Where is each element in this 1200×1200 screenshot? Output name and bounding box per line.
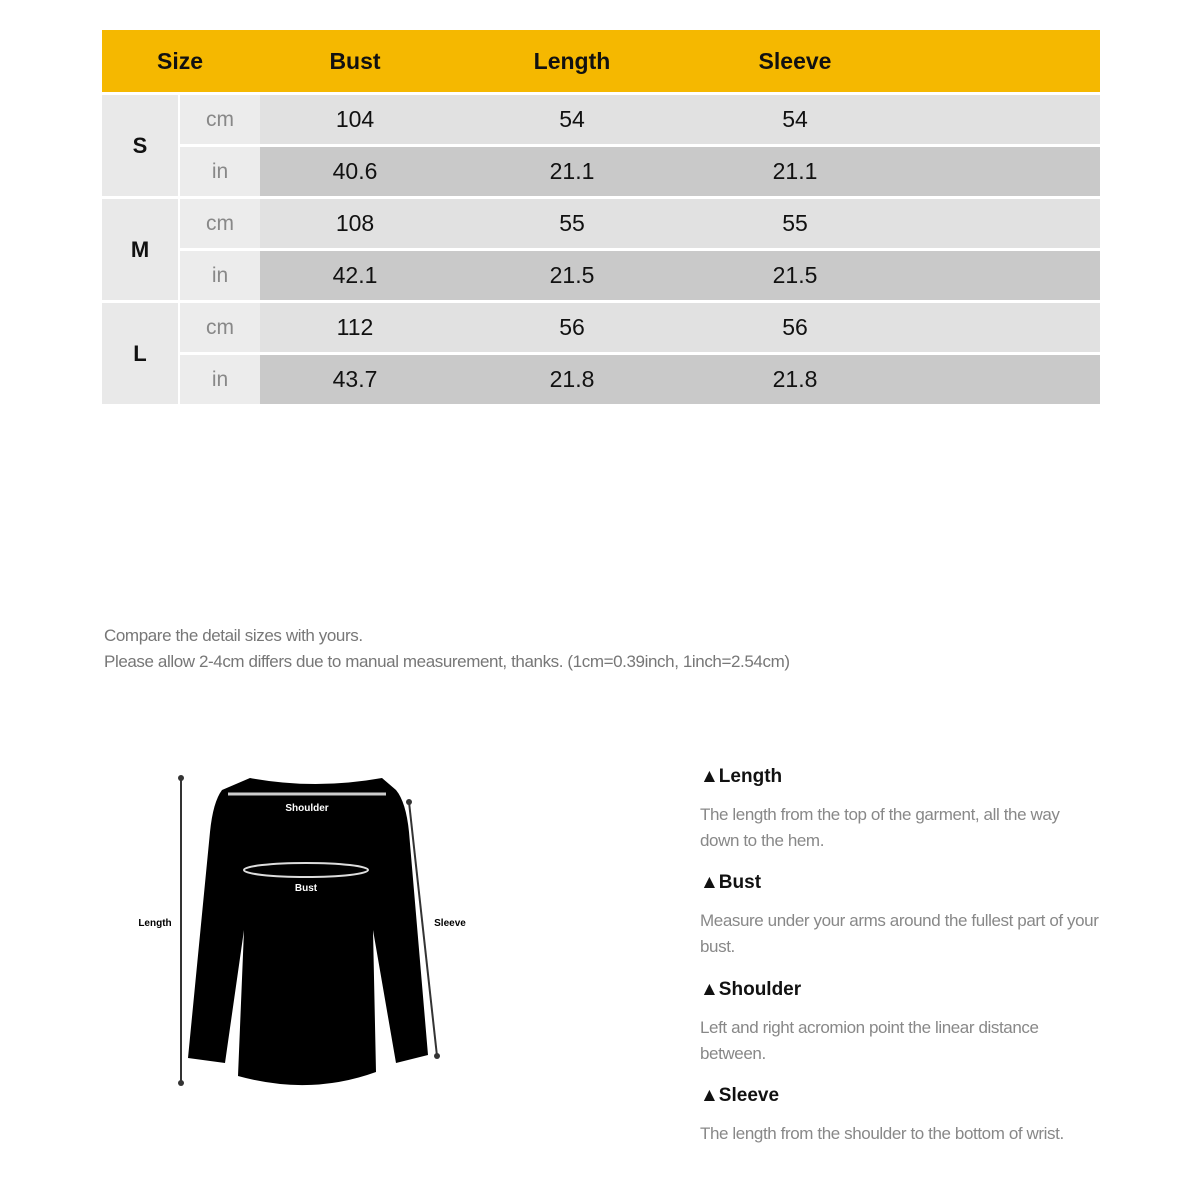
description-sleeve — [700, 1085, 1100, 1147]
sweater-silhouette — [188, 778, 428, 1085]
description-text: Left and right acromion point the linear distance between. — [700, 1018, 1039, 1063]
unit-label: cm — [180, 199, 260, 248]
note-allowance: Please allow 2-4cm differs due to manual measurement, thanks. (1cm=0.39inch, 1inch=2.54cm) — [104, 652, 790, 671]
description-bust — [700, 872, 1100, 960]
cell-bust: 104 — [335, 106, 375, 132]
cell-sleeve: 21.5 — [772, 262, 818, 288]
header-size: Size — [156, 48, 204, 74]
cell-length: 21.8 — [549, 366, 595, 392]
cell-bust: 40.6 — [332, 158, 378, 184]
cell-sleeve: 21.8 — [772, 366, 818, 392]
bust-label: Bust — [294, 883, 318, 894]
size-label: L — [102, 303, 178, 404]
description-title: ▲Sleeve — [700, 1085, 780, 1106]
cell-length: 56 — [559, 314, 585, 340]
description-shoulder — [700, 979, 1100, 1067]
cell-sleeve: 55 — [782, 210, 808, 236]
description-title: ▲Shoulder — [700, 979, 802, 1000]
sleeve-label: Sleeve — [434, 918, 466, 929]
cell-length: 21.5 — [549, 262, 595, 288]
size-label: S — [102, 95, 178, 196]
description-length — [700, 766, 1100, 854]
cell-length: 55 — [559, 210, 585, 236]
unit-label: cm — [180, 95, 260, 144]
length-label: Length — [138, 918, 172, 929]
cell-bust: 43.7 — [332, 366, 378, 392]
note-compare: Compare the detail sizes with yours. — [104, 626, 363, 645]
cell-bust: 108 — [335, 210, 375, 236]
unit-label: in — [180, 355, 260, 404]
description-title: ▲Bust — [700, 872, 762, 893]
description-text: The length from the shoulder to the bottom of wrist. — [700, 1124, 1064, 1143]
header-sleeve: Sleeve — [758, 48, 832, 74]
shoulder-label: Shoulder — [285, 803, 329, 814]
cell-bust: 112 — [336, 314, 374, 340]
garment-diagram — [0, 0, 500, 1200]
unit-label: in — [180, 251, 260, 300]
cell-sleeve: 21.1 — [772, 158, 818, 184]
unit-label: in — [180, 147, 260, 196]
header-length: Length — [533, 48, 611, 74]
cell-sleeve: 54 — [782, 106, 808, 132]
header-bust: Bust — [329, 48, 381, 74]
cell-sleeve: 56 — [782, 314, 808, 340]
description-text: The length from the top of the garment, all the way down to the hem. — [700, 805, 1060, 850]
description-text: Measure under your arms around the fullest part of your bust. — [700, 911, 1099, 956]
size-label: M — [102, 199, 178, 300]
cell-length: 54 — [559, 106, 585, 132]
cell-bust: 42.1 — [332, 262, 378, 288]
unit-label: cm — [180, 303, 260, 352]
description-title: ▲Length — [700, 766, 783, 787]
cell-length: 21.1 — [549, 158, 595, 184]
